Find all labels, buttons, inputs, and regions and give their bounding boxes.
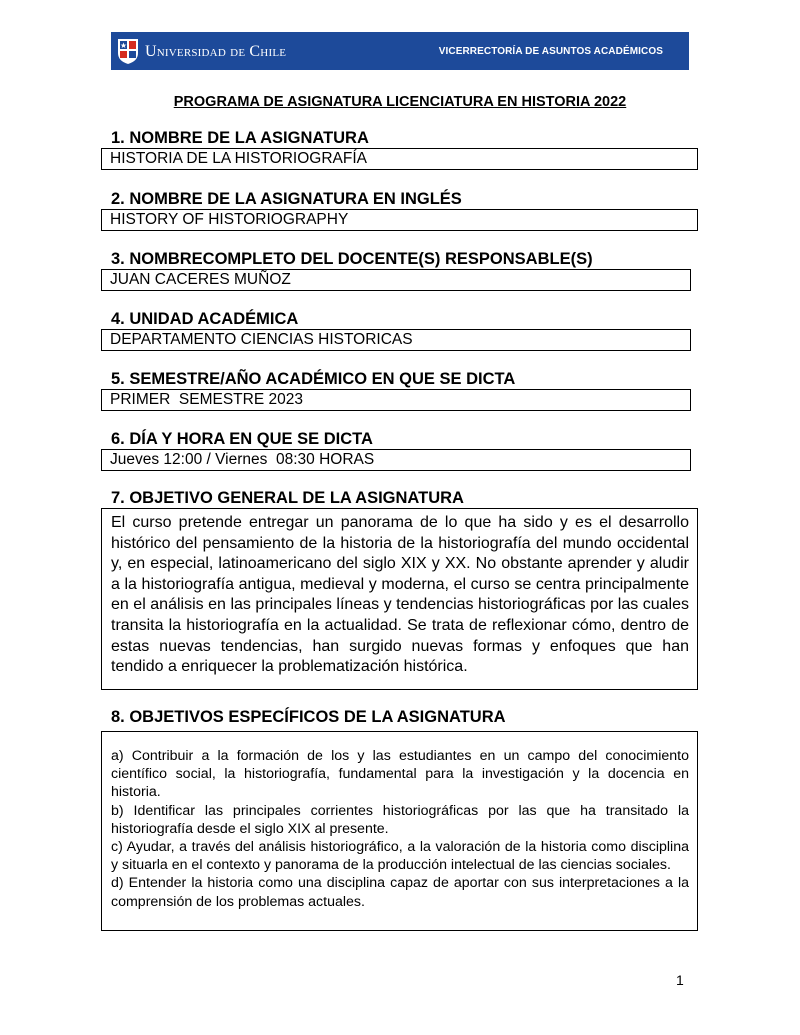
course-name-english-field: HISTORY OF HISTORIOGRAPHY (101, 209, 698, 231)
vicerrectoria-name: VICERRECTORÍA DE ASUNTOS ACADÉMICOS (438, 46, 663, 57)
specific-objective-item: b) Identificar las principales corrientes historiográficas por las que ha transitado la historiografía desde el siglo XIX al presente. (111, 802, 689, 837)
specific-objective-item: d) Entender la historia como una disciplina capaz de aportar con sus interpretaciones a la comprensión de los problemas actuales. (111, 875, 689, 910)
academic-unit-field: DEPARTAMENTO CIENCIAS HISTORICAS (101, 329, 691, 351)
university-header-banner (111, 32, 689, 70)
section-heading-course-name-english: 2. NOMBRE DE LA ASIGNATURA EN INGLÉS (111, 190, 462, 208)
specific-objective-item: c) Ayudar, a través del análisis historiográfico, a la valoración de la historia como disciplina y situarla en el contexto y panorama de la producción intelectual de las ciencias sociales. (111, 839, 689, 874)
university-name: Universidad de Chile (145, 43, 287, 60)
specific-objective-item: a) Contribuir a la formación de los y las estudiantes en un campo del conocimiento científico social, la historiografía, fundamental para la investigación y la docencia en historia. (111, 748, 689, 801)
university-crest-icon (117, 37, 139, 65)
section-heading-general-objective: 7. OBJETIVO GENERAL DE LA ASIGNATURA (111, 489, 464, 507)
general-objective-field: El curso pretende entregar un panorama de lo que ha sido y es el desarrollo histórico del pensamiento de la historia de la historiografía del mundo occidental y, en especial, latinoamericano del siglo XIX y XX. No obstante aprender y aludir a la historiografía antigua, medieval y moderna, el curso se centra principalmente en el análisis en las principales líneas y tendencias historiográficas por las cuales transita la historiografía en la actualidad. Se trata de reflexionar cómo, dentro de estas nuevas tendencias, han surgido nuevas formas y enfoques que han tendido a enriquecer la problematización histórica. (101, 508, 698, 690)
semester-field: PRIMER SEMESTRE 2023 (101, 389, 691, 411)
section-heading-course-name: 1. NOMBRE DE LA ASIGNATURA (111, 129, 369, 147)
section-heading-specific-objectives: 8. OBJETIVOS ESPECÍFICOS DE LA ASIGNATURA (111, 708, 506, 726)
section-heading-semester: 5. SEMESTRE/AÑO ACADÉMICO EN QUE SE DICTA (111, 370, 516, 388)
section-heading-teacher: 3. NOMBRECOMPLETO DEL DOCENTE(S) RESPONSABLE(S) (111, 250, 593, 268)
specific-objectives-field (101, 731, 698, 931)
document-title: PROGRAMA DE ASIGNATURA LICENCIATURA EN HISTORIA 2022 (173, 94, 627, 110)
teacher-name-field: JUAN CACERES MUÑOZ (101, 269, 691, 291)
section-heading-schedule: 6. DÍA Y HORA EN QUE SE DICTA (111, 430, 373, 448)
course-name-field: HISTORIA DE LA HISTORIOGRAFÍA (101, 148, 698, 170)
schedule-field: Jueves 12:00 / Viernes 08:30 HORAS (101, 449, 691, 471)
section-heading-academic-unit: 4. UNIDAD ACADÉMICA (111, 310, 299, 328)
page-number: 1 (676, 972, 684, 988)
